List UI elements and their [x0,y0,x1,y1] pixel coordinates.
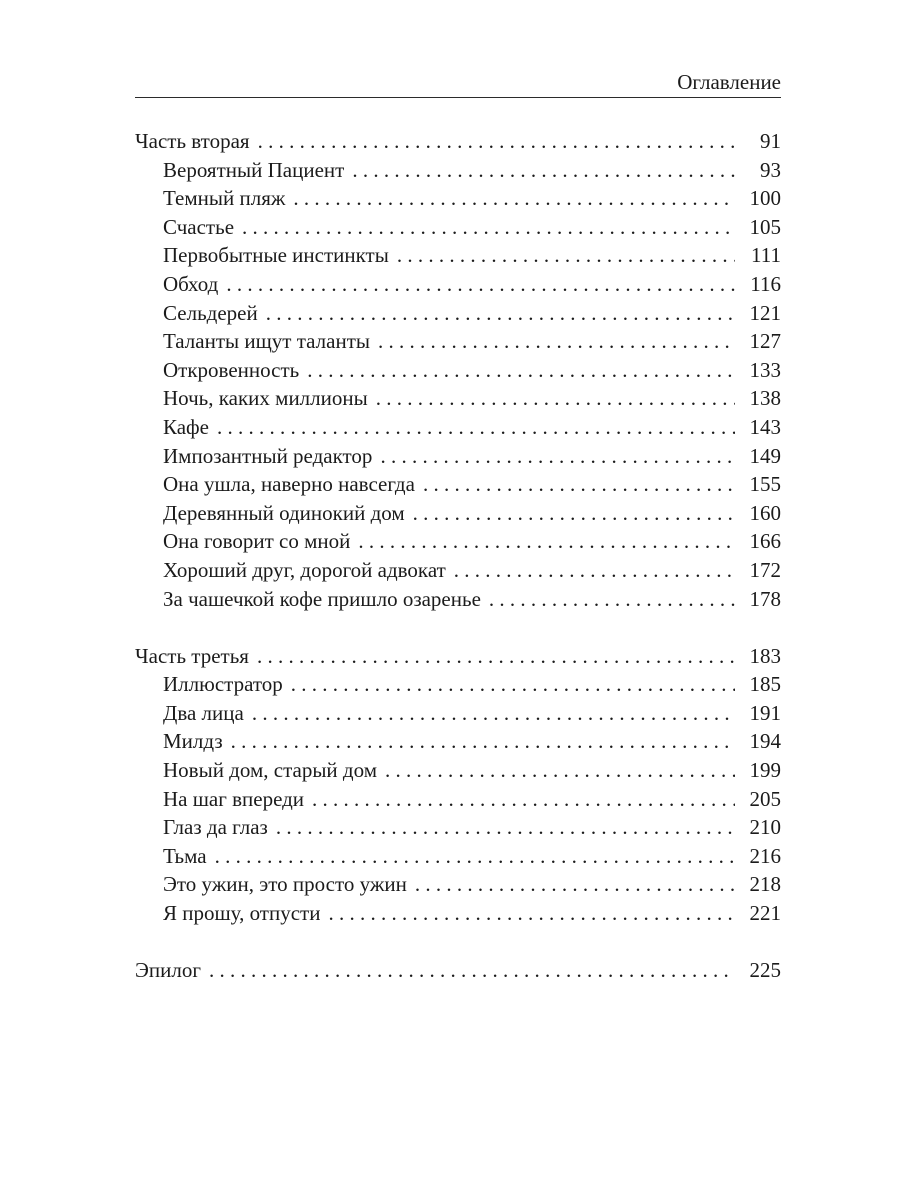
dot-leader [231,727,735,756]
dot-leader [217,413,735,442]
dot-leader [242,213,735,242]
dot-leader [257,642,735,671]
toc-entry-page: 93 [760,157,781,182]
toc-entry-page: 100 [749,186,781,211]
toc-entry-title: Иллюстратор [163,672,283,697]
toc-entry-title: Я прошу, отпусти [163,901,321,926]
toc-entry-title: Хороший друг, дорогой адвокат [163,557,446,582]
toc-entry-page: 121 [749,300,781,325]
toc-row [135,842,781,871]
toc-entry-title: Таланты ищут таланты [163,329,370,354]
toc-entry-page: 105 [749,214,781,239]
toc-entry-page: 143 [749,414,781,439]
dot-leader [291,670,735,699]
dot-leader [226,270,735,299]
toc-entry-title: Кафе [163,414,209,439]
toc-entry-title: Она ушла, наверно навсегда [163,472,415,497]
dot-leader [352,156,735,185]
toc-row [135,585,781,614]
toc-section [135,956,781,985]
dot-leader [312,785,735,814]
toc-entry-title: На шаг впереди [163,786,305,811]
toc-entry-page: 221 [749,901,781,926]
dot-leader [293,184,735,213]
toc-entry-page: 155 [749,472,781,497]
toc-row [135,299,781,328]
toc-entry-page: 199 [749,758,781,783]
toc-entry-page: 183 [749,643,781,668]
toc-entry-page: 185 [749,672,781,697]
dot-leader [378,327,735,356]
toc-entry-title: Сельдерей [163,300,258,325]
toc-entry-title: За чашечкой кофе пришло озаренье [163,586,481,611]
dot-leader [385,756,735,785]
toc-row [135,184,781,213]
toc-entry-page: 216 [749,843,781,868]
toc-row [135,470,781,499]
toc [135,127,781,985]
toc-row [135,956,781,985]
toc-row [135,270,781,299]
toc-row [135,756,781,785]
toc-section [135,127,781,613]
dot-leader [209,956,735,985]
dot-leader [215,842,735,871]
toc-row [135,527,781,556]
toc-entry-title: Импозантный редактор [163,443,373,468]
toc-row [135,442,781,471]
dot-leader [266,299,735,328]
toc-entry-title: Новый дом, старый дом [163,758,377,783]
toc-row [135,327,781,356]
toc-entry-page: 194 [749,729,781,754]
dot-leader [423,470,735,499]
toc-entry-page: 127 [749,329,781,354]
toc-row [135,213,781,242]
toc-row [135,642,781,671]
toc-row [135,670,781,699]
toc-entry-title: Деревянный одинокий дом [163,500,405,525]
toc-entry-page: 205 [749,786,781,811]
dot-leader [397,241,735,270]
toc-entry-title: Два лица [163,700,244,725]
toc-entry-page: 218 [749,872,781,897]
toc-row [135,499,781,528]
toc-entry-title: Темный пляж [163,186,286,211]
toc-entry-title: Она говорит со мной [163,529,351,554]
toc-entry-page: 133 [749,357,781,382]
toc-entry-page: 210 [749,815,781,840]
toc-entry-page: 166 [749,529,781,554]
dot-leader [376,384,735,413]
toc-entry-page: 91 [760,129,781,153]
toc-row [135,813,781,842]
toc-entry-page: 225 [749,958,781,983]
toc-entry-title: Милдз [163,729,223,754]
dot-leader [380,442,735,471]
dot-leader [358,527,735,556]
toc-entry-page: 138 [749,386,781,411]
toc-entry-title: Эпилог [135,958,201,983]
dot-leader [489,585,735,614]
dot-leader [413,499,735,528]
toc-row [135,899,781,928]
dot-leader [454,556,735,585]
toc-entry-title: Первобытные инстинкты [163,243,389,268]
toc-entry-page: 111 [751,243,781,268]
toc-row [135,127,781,156]
toc-entry-title: Часть вторая [135,129,250,153]
toc-row [135,413,781,442]
toc-entry-page: 191 [749,700,781,725]
toc-entry-title: Тьма [163,843,207,868]
toc-row [135,727,781,756]
toc-row [135,241,781,270]
toc-entry-title: Глаз да глаз [163,815,268,840]
toc-entry-title: Откровенность [163,357,300,382]
dot-leader [328,899,735,928]
toc-entry-title: Обход [163,271,219,296]
toc-row [135,384,781,413]
toc-entry-title: Счастье [163,214,235,239]
toc-row [135,699,781,728]
toc-section [135,642,781,928]
toc-entry-page: 149 [749,443,781,468]
toc-row [135,785,781,814]
dot-leader [258,127,735,156]
toc-entry-page: 178 [749,586,781,611]
toc-entry-page: 116 [750,271,781,296]
toc-entry-title: Вероятный Пациент [163,157,345,182]
dot-leader [276,813,735,842]
page-header: Оглавление [135,70,781,98]
toc-entry-page: 172 [749,557,781,582]
toc-entry-title: Часть третья [135,643,249,668]
toc-row [135,870,781,899]
toc-entry-title: Ночь, каких миллионы [163,386,368,411]
toc-entry-page: 160 [749,500,781,525]
toc-row [135,556,781,585]
dot-leader [415,870,735,899]
toc-row [135,356,781,385]
dot-leader [252,699,735,728]
toc-row [135,156,781,185]
toc-entry-title: Это ужин, это просто ужин [163,872,407,897]
dot-leader [307,356,735,385]
